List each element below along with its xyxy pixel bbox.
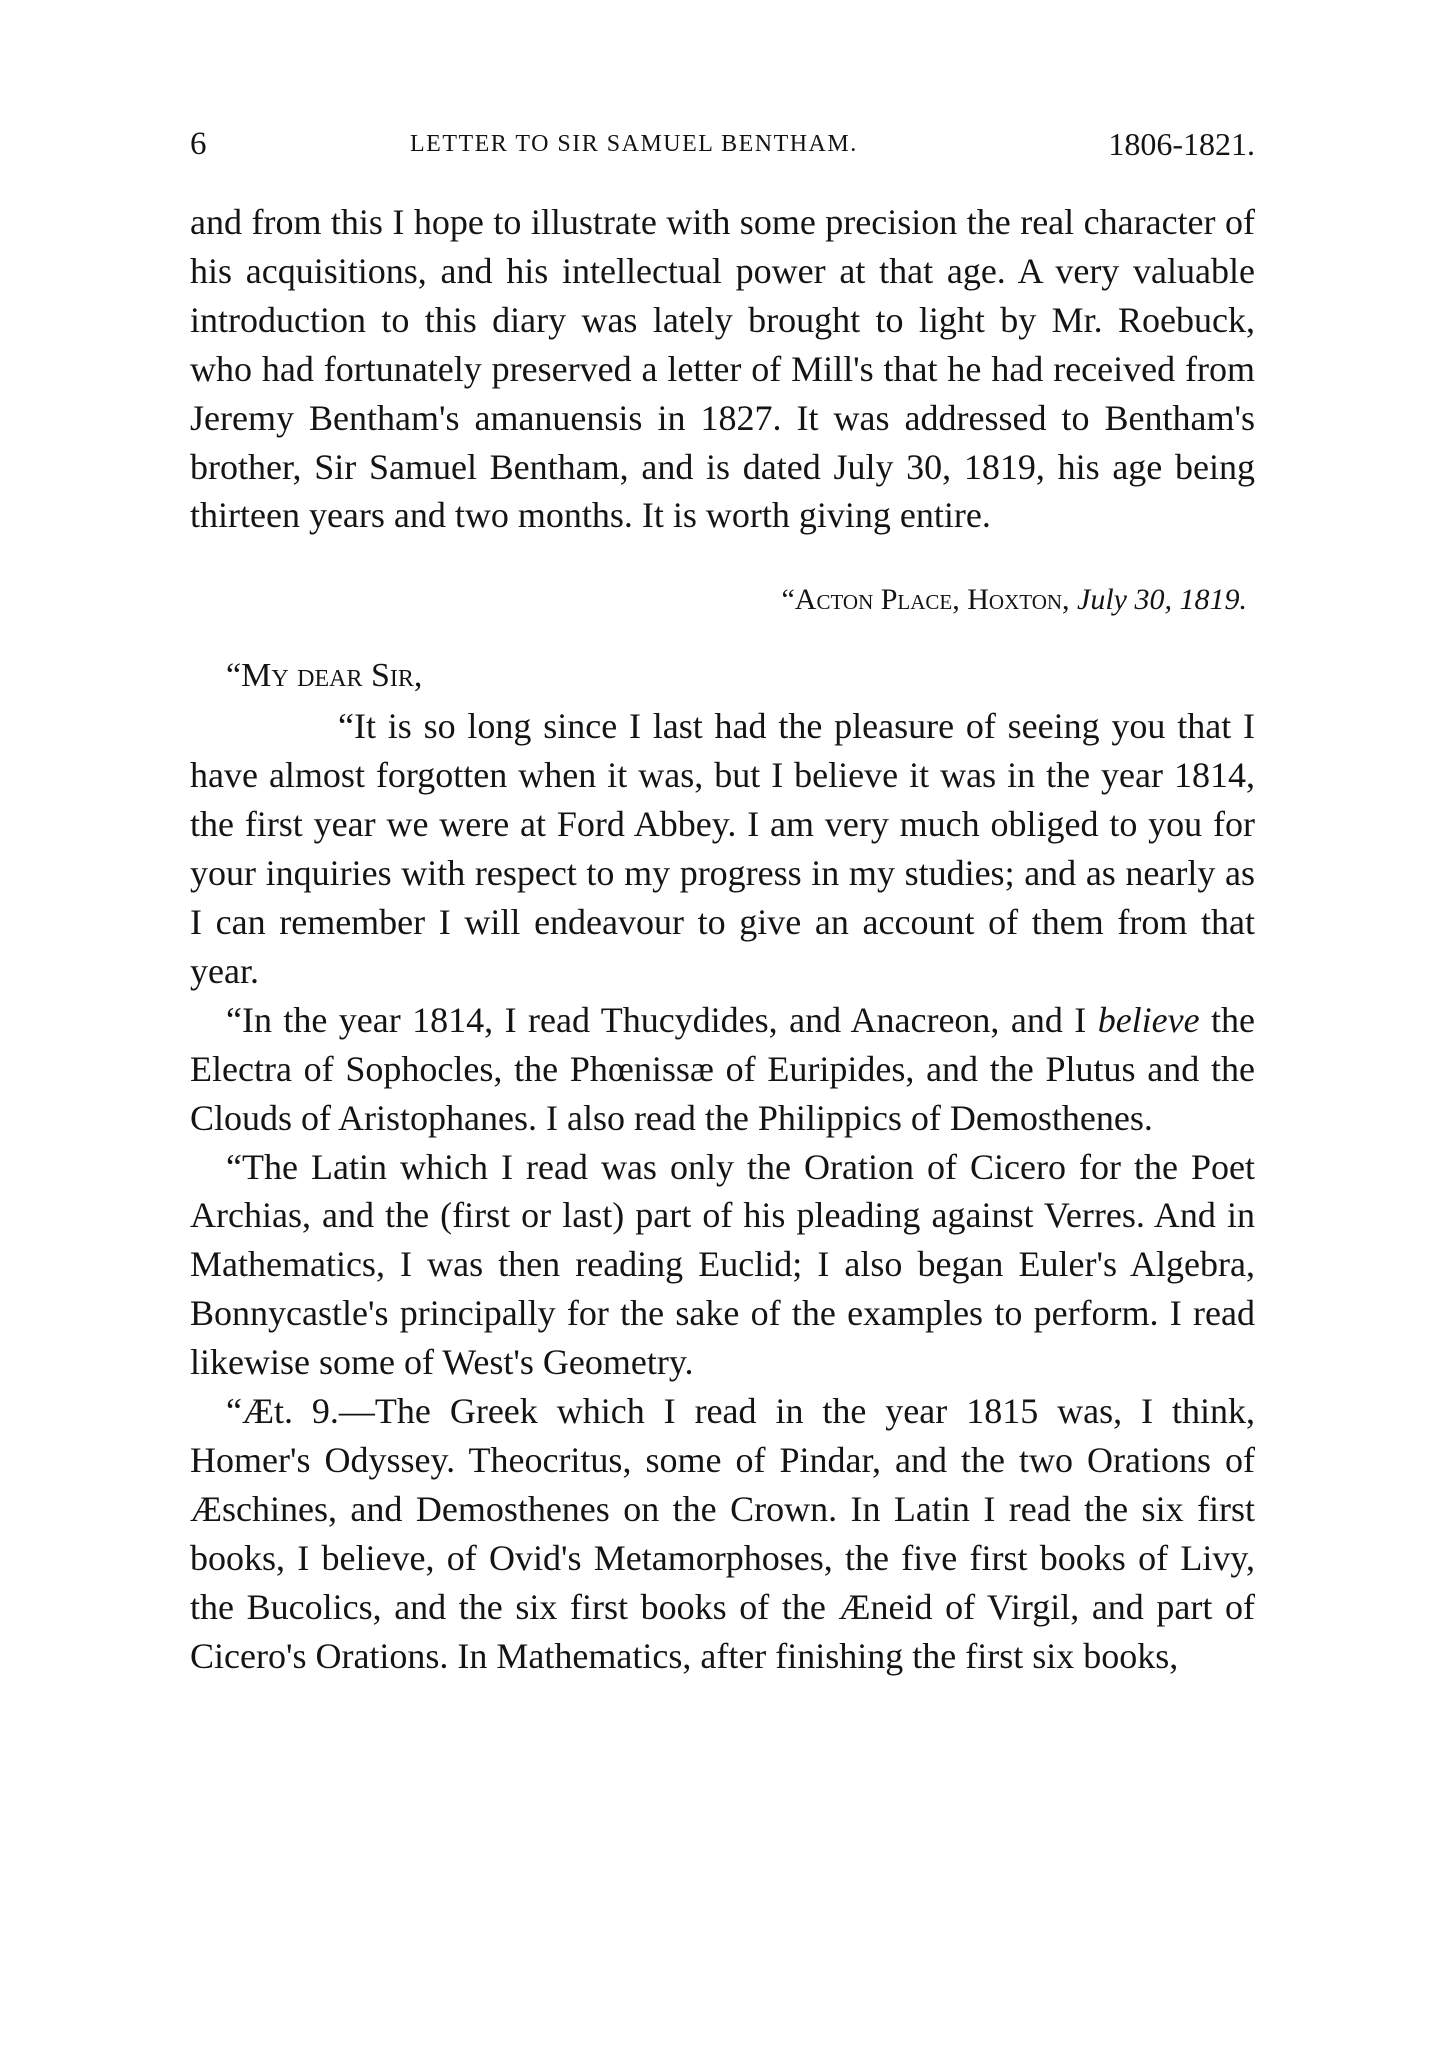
letter-paragraph: “The Latin which I read was only the Oration of Cicero for the Poet Archias, and the (first or last) part of his pleading against Verres. And in Mathematics, I was then reading Euclid; I also began Euler's Algebra, Bonnycastle's principally for the sake of the examples to perform. I read likewise some of West's Geometry. xyxy=(190,1146,1255,1383)
letter-dateline xyxy=(190,576,1255,624)
dateline-date: July 30, 1819. xyxy=(1077,583,1247,617)
dateline-place: “Acton Place, Hoxton, xyxy=(781,583,1070,617)
book-page xyxy=(190,118,1255,1680)
intro-paragraph: and from this I hope to illustrate with some precision the real character of his acquisitions, and his intellectual power at that age. A very valuable introduction to this diary was lately brought to light by Mr. Roebuck, who had fortunately preserved a letter of Mill's that he had received from Jeremy Bentham's amanuensis in 1827. It was addressed to Bentham's brother, Sir Samuel Bentham, and is dated July 30, 1819, his age being thirteen years and two months. It is worth giving entire. xyxy=(190,202,1255,536)
letter-paragraph: “Æt. 9.—The Greek which I read in the year 1815 was, I think, Homer's Odyssey. Theocritus, some of Pindar, and the two Orations of Æschines, and Demosthenes on the Crown. In Latin I read the six first books, I believe, of Ovid's Metamorphoses, the five first books of Livy, the Bucolics, and the six first books of the Æneid of Virgil, and part of Cicero's Orations. In Mathematics, after finishing the first six books, xyxy=(190,1391,1255,1676)
intro-paragraph-block xyxy=(190,198,1255,540)
paragraph-text: “In the year 1814, I read Thucydides, and Anacreon, and I xyxy=(226,999,1087,1040)
letter-paragraph xyxy=(190,996,1255,1143)
running-title: LETTER TO SIR SAMUEL BENTHAM. xyxy=(410,131,858,157)
running-head xyxy=(190,118,1255,170)
letter-salutation: “My dear Sir, xyxy=(226,657,423,695)
emphasized-word: believe xyxy=(1097,999,1200,1040)
letter-body xyxy=(190,702,1255,1680)
letter-paragraph: “It is so long since I last had the pleasure of seeing you that I have almost forgotten when it was, but I believe it was in the year 1814, the first year we were at Ford Abbey. I am very much obliged to you for your inquiries with respect to my progress in my studies; and as nearly as I can remember I will endeavour to give an account of them from that year. xyxy=(190,706,1255,991)
paragraph-text: the Electra of Sophocles, the Phœnissæ of Euripides, and the Plutus and the Clouds of Aristophanes. I also read the Philippics of Demosthenes. xyxy=(190,999,1256,1138)
page-number: 6 xyxy=(190,126,207,162)
running-years: 1806-1821. xyxy=(1108,126,1255,162)
